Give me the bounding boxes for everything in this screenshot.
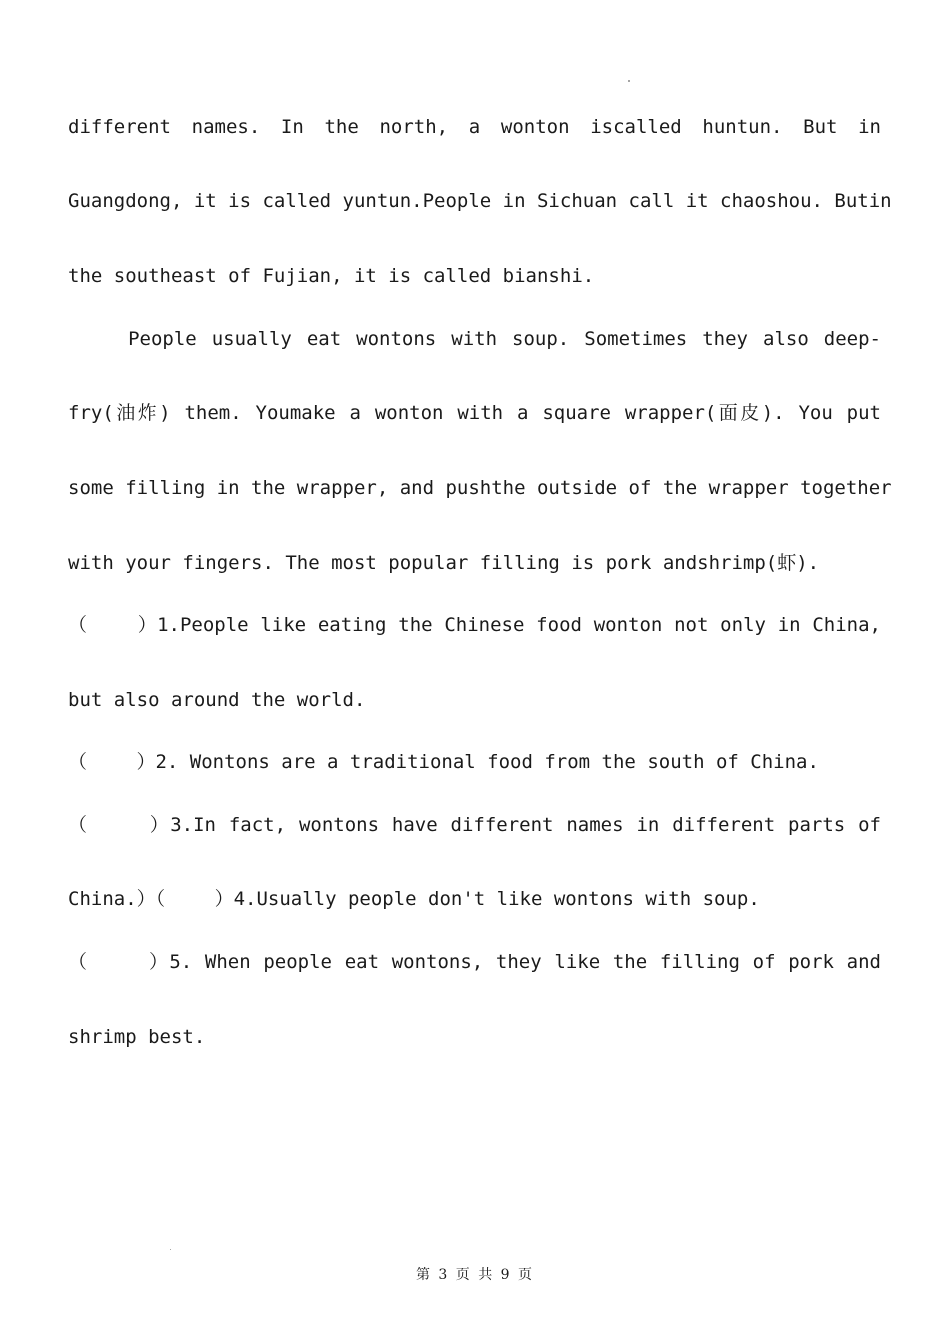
question-1: （ ）1.People like eating the Chinese food wonton not only in China, <box>68 614 881 636</box>
passage-line: with your fingers. The most popular filling is pork andshrimp(虾). <box>68 552 820 574</box>
passage-line: the southeast of Fujian, it is called bianshi. <box>68 265 595 287</box>
scan-speck <box>628 80 630 82</box>
question-5: （ ）5. When people eat wontons, they like the filling of pork and <box>68 951 881 973</box>
passage-line: Guangdong, it is called yuntun.People in Sichuan call it chaoshou. Butin <box>68 190 892 212</box>
question-5-continued: shrimp best. <box>68 1026 206 1048</box>
question-3: （ ）3.In fact, wontons have different names in different parts of <box>68 814 881 836</box>
page-number: 第 3 页 共 9 页 <box>415 1267 535 1283</box>
passage-line: some filling in the wrapper, and pushthe outside of the wrapper together <box>68 477 892 499</box>
question-2: （ ）2. Wontons are a traditional food from the south of China. <box>68 751 819 773</box>
passage-line: fry(油炸) them. Youmake a wonton with a square wrapper(面皮). You put <box>68 402 881 424</box>
question-3-4: China.）（ ）4.Usually people don't like wontons with soup. <box>68 888 760 910</box>
passage-line: different names. In the north, a wonton iscalled huntun. But in <box>68 116 881 138</box>
question-1-continued: but also around the world. <box>68 689 366 711</box>
passage-line: People usually eat wontons with soup. Sometimes they also deep- <box>68 328 881 350</box>
scan-speck <box>170 1249 171 1250</box>
